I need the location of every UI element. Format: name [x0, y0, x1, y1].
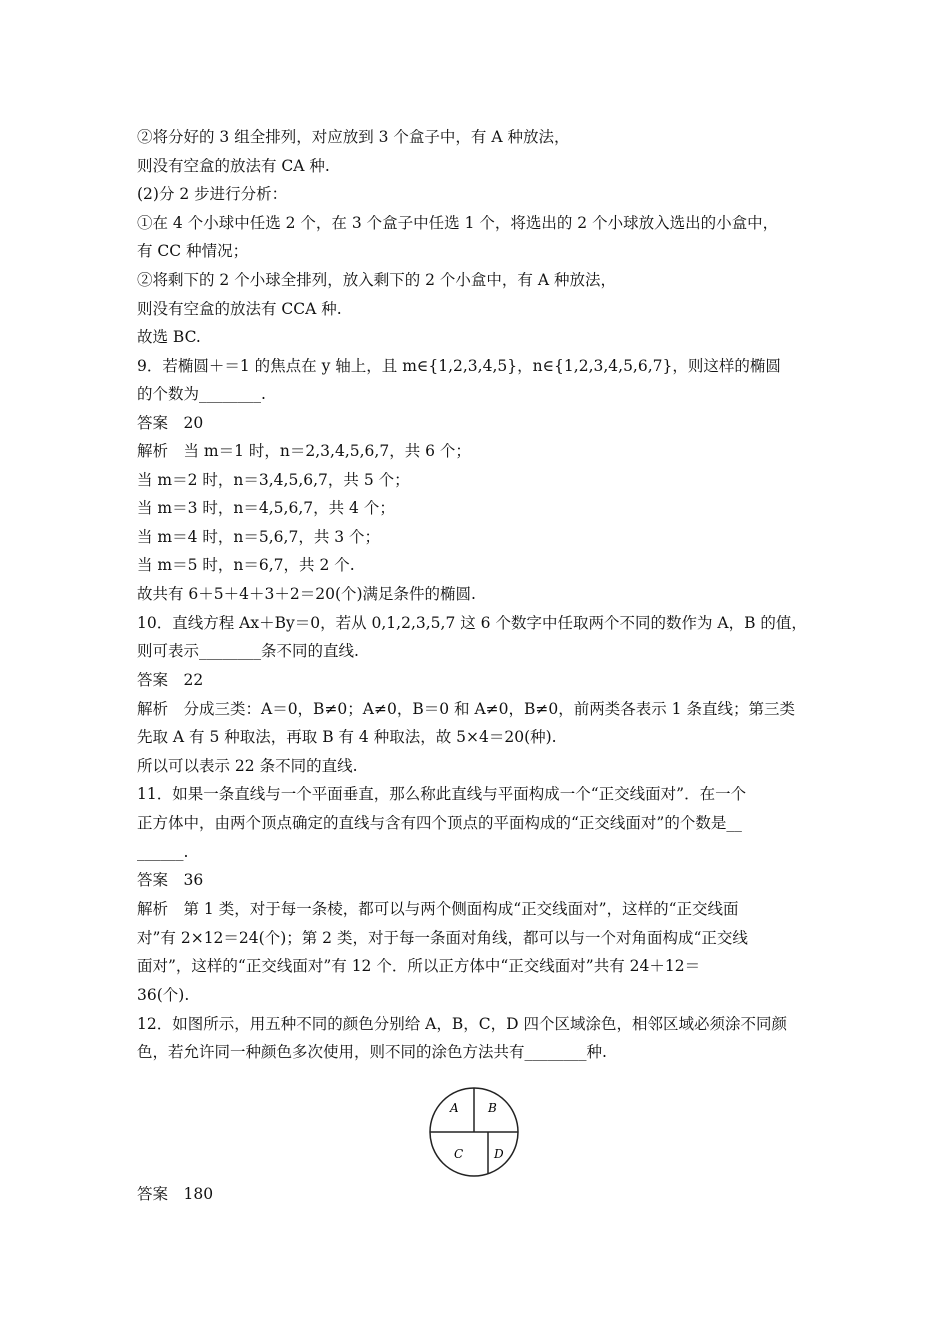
text-line: 色，若允许同一种颜色多次使用，则不同的涂色方法共有________种. — [137, 1043, 607, 1061]
text-line: 解析 第 1 类，对于每一条棱，都可以与两个侧面构成“正交线面对”，这样的“正交线面 — [137, 900, 739, 918]
text-line: 有 CC 种情况； — [137, 242, 249, 260]
text-line: 当 m＝2 时，n＝3,4,5,6,7，共 5 个； — [137, 471, 410, 489]
text-line: 10．直线方程 Ax＋By＝0，若从 0,1,2,3,5,7 这 6 个数字中任取两个不同的数作为 A，B 的值， — [137, 614, 807, 632]
region-label-c: C — [454, 1147, 464, 1161]
region-label-a: A — [450, 1101, 459, 1115]
text-line: 答案 22 — [137, 671, 204, 689]
text-line: 11．如果一条直线与一个平面垂直，那么称此直线与平面构成一个“正交线面对”．在一个 — [137, 785, 747, 803]
region-diagram — [428, 1086, 520, 1178]
text-line: 当 m＝5 时，n＝6,7，共 2 个. — [137, 556, 355, 574]
text-line: 则没有空盒的放法有 CA 种. — [137, 157, 330, 175]
text-line: 则没有空盒的放法有 CCA 种. — [137, 300, 342, 318]
text-line: 12．如图所示，用五种不同的颜色分别给 A，B，C，D 四个区域涂色，相邻区域必须涂不同颜 — [137, 1015, 787, 1033]
text-line: 面对”，这样的“正交线面对”有 12 个．所以正方体中“正交线面对”共有 24＋12＝ — [137, 957, 701, 975]
text-line: 9．若椭圆＋＝1 的焦点在 y 轴上，且 m∈{1,2,3,4,5}，n∈{1,2,3,4,5,6,7}，则这样的椭圆 — [137, 357, 781, 375]
text-line: ①在 4 个小球中任选 2 个，在 3 个盒子中任选 1 个，将选出的 2 个小球放入选出的小盒中， — [137, 214, 779, 232]
text-line: 故选 BC. — [137, 328, 201, 346]
text-line: 当 m＝4 时，n＝5,6,7，共 3 个； — [137, 528, 381, 546]
text-line: ②将剩下的 2 个小球全排列，放入剩下的 2 个小盒中，有 A 种放法， — [137, 271, 616, 289]
text-line: 解析 分成三类：A＝0，B≠0；A≠0，B＝0 和 A≠0，B≠0，前两类各表示 1 条直线；第三类 — [137, 700, 795, 718]
text-line: 正方体中，由两个顶点确定的直线与含有四个顶点的平面构成的“正交线面对”的个数是__ — [137, 814, 742, 832]
text-line: 对”有 2×12＝24(个)；第 2 类，对于每一条面对角线，都可以与一个对角面构成“正交线 — [137, 929, 748, 947]
region-label-b: B — [488, 1101, 497, 1115]
text-line: ②将分好的 3 组全排列，对应放到 3 个盒子中，有 A 种放法， — [137, 128, 570, 146]
region-diagram-svg — [428, 1086, 520, 1178]
text-line: 当 m＝3 时，n＝4,5,6,7，共 4 个； — [137, 499, 395, 517]
text-line: 36(个). — [137, 986, 190, 1004]
text-line: ______. — [137, 843, 189, 861]
text-line: 先取 A 有 5 种取法，再取 B 有 4 种取法，故 5×4＝20(种). — [137, 728, 557, 746]
text-line: 则可表示________条不同的直线. — [137, 642, 359, 660]
text-line: 答案 20 — [137, 414, 204, 432]
text-line: 答案 180 — [137, 1185, 214, 1203]
text-line: 答案 36 — [137, 871, 204, 889]
text-line: 所以可以表示 22 条不同的直线. — [137, 757, 358, 775]
text-line: (2)分 2 步进行分析： — [137, 185, 288, 203]
text-line: 解析 当 m＝1 时，n＝2,3,4,5,6,7，共 6 个； — [137, 442, 471, 460]
text-line: 故共有 6＋5＋4＋3＋2＝20(个)满足条件的椭圆. — [137, 585, 476, 603]
text-line: 的个数为________. — [137, 385, 266, 403]
region-label-d: D — [494, 1147, 504, 1161]
